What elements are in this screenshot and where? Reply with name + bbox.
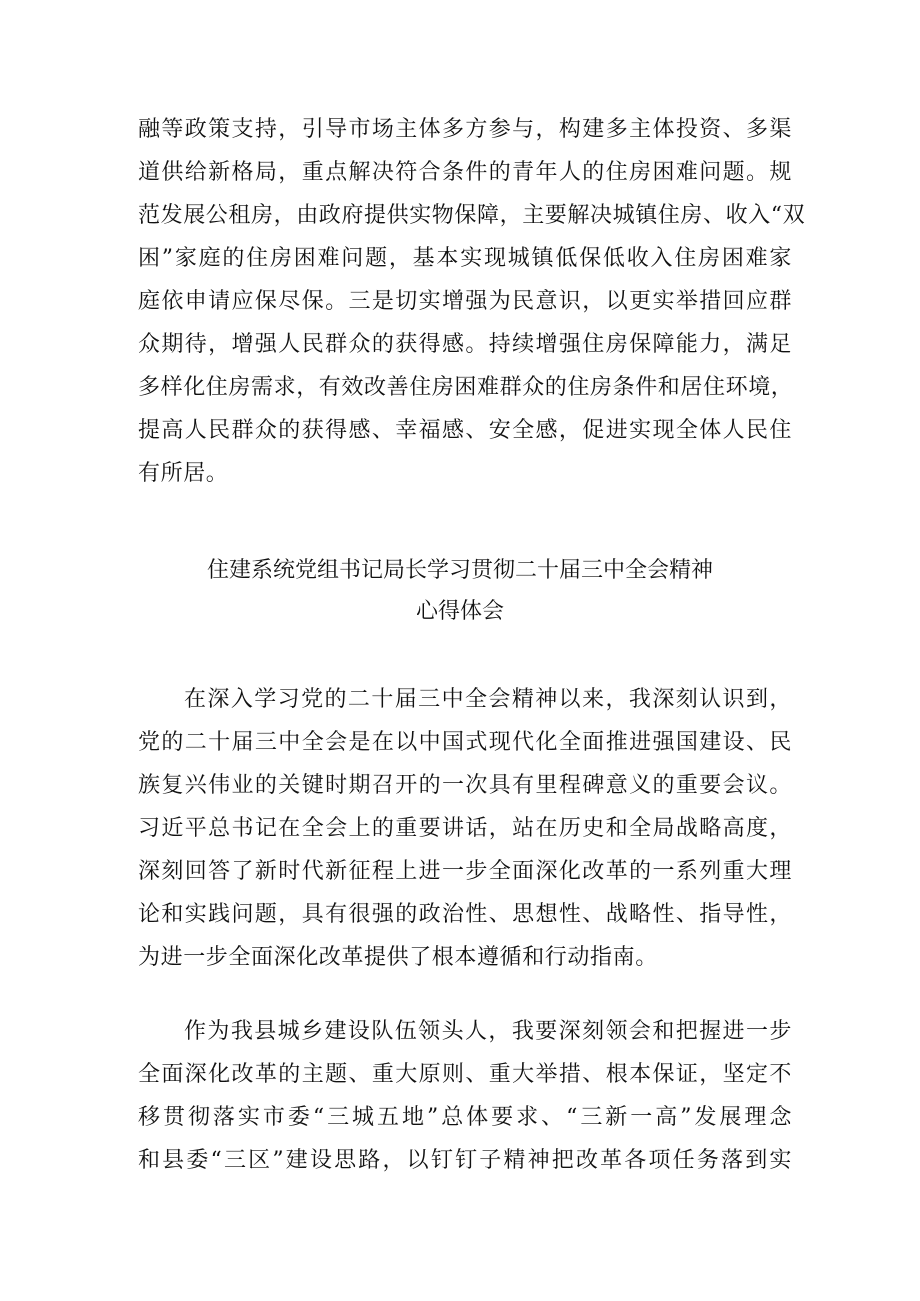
paragraph-first-line: 在深入学习党的二十届三中全会精神以来，我深刻认识到， [184, 687, 792, 712]
body-text-line: 道供给新格局，重点解决符合条件的青年人的住房困难问题。规 [138, 160, 792, 185]
body-text-line: 困”家庭的住房困难问题，基本实现城镇低保低收入住房困难家 [138, 246, 792, 271]
body-text-line: 移贯彻落实市委“三城五地”总体要求、“三新一高”发展理念 [138, 1105, 792, 1130]
body-text-line: 族复兴伟业的关键时期召开的一次具有里程碑意义的重要会议。 [138, 773, 792, 798]
document-title-line-2: 心得体会 [415, 599, 504, 624]
body-text-line: 提高人民群众的获得感、幸福感、安全感，促进实现全体人民住 [138, 418, 792, 443]
document-title: 住建系统党组书记局长学习贯彻二十届三中全会精神 [206, 558, 713, 583]
body-text-line: 全面深化改革的主题、重大原则、重大举措、根本保证，坚定不 [138, 1062, 792, 1087]
body-text-line: 庭依申请应保尽保。三是切实增强为民意识，以更实举措回应群 [138, 289, 792, 314]
body-text-line: 党的二十届三中全会是在以中国式现代化全面推进强国建设、民 [138, 730, 792, 755]
body-text-line: 习近平总书记在全会上的重要讲话，站在历史和全局战略高度， [138, 816, 792, 841]
paragraph-first-line: 作为我县城乡建设队伍领头人，我要深刻领会和把握进一步 [184, 1019, 792, 1044]
body-text-line: 和县委“三区”建设思路，以钉钉子精神把改革各项任务落到实 [138, 1148, 792, 1173]
body-text-line: 多样化住房需求，有效改善住房困难群众的住房条件和居住环境， [138, 375, 794, 400]
body-text-line: 有所居。 [138, 461, 229, 486]
body-text-line: 众期待，增强人民群众的获得感。持续增强住房保障能力，满足 [138, 332, 792, 357]
body-text-line: 为进一步全面深化改革提供了根本遵循和行动指南。 [138, 945, 658, 970]
body-text-line: 融等政策支持，引导市场主体多方参与，构建多主体投资、多渠 [138, 117, 792, 142]
body-text-line: 论和实践问题，具有很强的政治性、思想性、战略性、指导性， [138, 902, 792, 927]
body-text-line: 深刻回答了新时代新征程上进一步全面深化改革的一系列重大理 [138, 859, 792, 884]
body-text-line: 范发展公租房，由政府提供实物保障，主要解决城镇住房、收入“双 [138, 203, 806, 228]
